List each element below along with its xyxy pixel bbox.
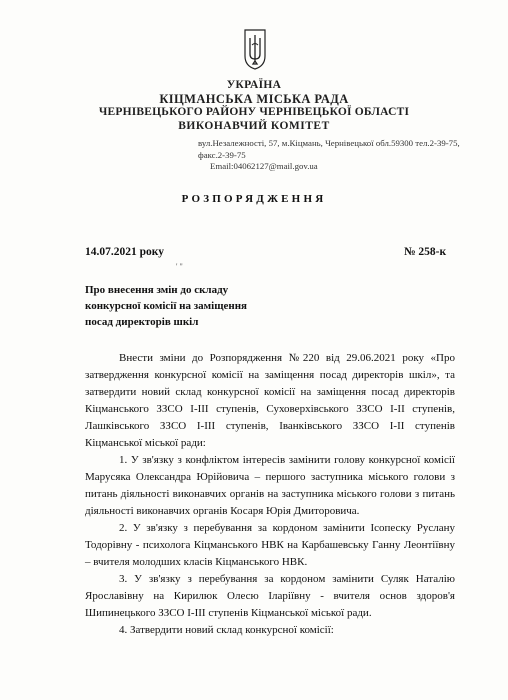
body-item-paragraph: 3. У зв'язку з перебування за кордоном замінити Суляк Наталію Ярославівну на Кирилюк Олесю Іларіївну - вчителя основ здоров'я Шипинецького ЗЗСО І-ІІІ ступенів Кіцманської міської ради. — [85, 573, 455, 619]
header-country: УКРАЇНА — [226, 79, 282, 91]
header-address-block — [198, 138, 478, 173]
body-item-paragraph: 2. У зв'язку з перебування за кордоном замінити Ісопеску Руслану Тодорівну - психолога Кіцманського НВК на Карбашевську Ганну Леонтіївну – вчителя молодших класів Кіцманського НВК. — [85, 522, 455, 568]
body-intro-paragraph: Внести зміни до Розпорядження №220 від 29.06.2021 року «Про затвердження конкурсної комісії на заміщення посад директорів шкіл», та затвердити новий склад конкурсної комісії на заміщення посад директорів Кіцманського ЗЗСО І-ІІІ ступенів, Суховерхівського ЗЗСО І-ІІ ступенів, Лашківського ЗЗСО І-ІІІ ступенів, Іванківського ЗЗСО І-ІІ ступенів Кіцманської міської ради: — [85, 352, 455, 449]
subject-line: конкурсної комісії на заміщення — [85, 300, 247, 312]
document-body — [85, 350, 455, 639]
document-subject — [85, 282, 285, 330]
stray-mark: ' " — [176, 262, 183, 271]
document-number: № 258-к — [404, 246, 447, 258]
header-executive-committee: ВИКОНАВЧИЙ КОМІТЕТ — [178, 120, 330, 132]
header-email: Email:04062127@mail.gov.ua — [210, 161, 318, 171]
document-date: 14.07.2021 року — [85, 246, 164, 258]
body-item-paragraph: 1. У зв'язку з конфліктом інтересів замінити голову конкурсної комісії Марусяка Олександра Юрійовича – першого заступника міського голови з питань діяльності виконавчих органів на заступника міського голови з питань діяльності виконавчих органів Косаря Юрія Дмиторовича. — [85, 454, 455, 517]
document-type: РОЗПОРЯДЖЕННЯ — [181, 193, 327, 205]
header-address: вул.Незалежності, 57, м.Кіцмань, Чернівецької обл.59300 тел.2-39-75, факс.2-39-75 — [198, 138, 460, 160]
trident-coat-of-arms-icon — [243, 28, 267, 70]
body-item-paragraph: 4. Затвердити новий склад конкурсної комісії: — [119, 624, 334, 636]
subject-line: посад директорів шкіл — [85, 316, 199, 328]
header-council: КІЦМАНСЬКА МІСЬКА РАДА — [159, 92, 349, 106]
header-district: ЧЕРНІВЕЦЬКОГО РАЙОНУ ЧЕРНІВЕЦЬКОЇ ОБЛАСТІ — [98, 106, 410, 118]
subject-line: Про внесення змін до складу — [85, 284, 229, 296]
